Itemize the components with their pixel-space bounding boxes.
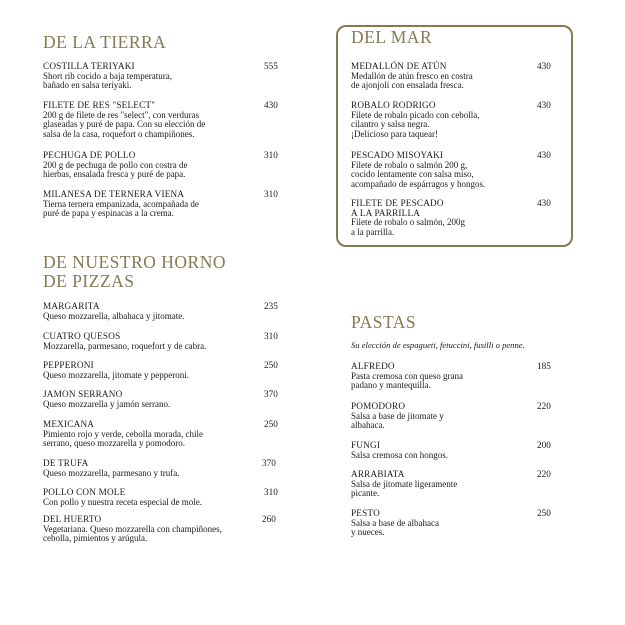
item-price: 250 [264, 360, 278, 370]
item-price: 430 [537, 150, 551, 160]
item-desc-line: padano y mantequilla. [351, 380, 431, 391]
menu-item-filete-de-pescado [351, 198, 551, 237]
item-desc-line: hierbas, ensalada fresca y puré de papa. [43, 169, 186, 180]
menu-item-pollo-con-mole [43, 487, 278, 507]
item-price: 235 [264, 301, 278, 311]
item-name: POMODORO [351, 401, 406, 411]
item-desc-line: 200 g de pechuga de pollo con costra de [43, 159, 188, 170]
item-price: 200 [537, 440, 551, 450]
menu-item-jamon-serrano [43, 389, 278, 409]
item-price: 260 [262, 514, 276, 524]
item-price: 310 [264, 150, 278, 160]
item-name: FILETE DE RES "SELECT" [43, 100, 156, 110]
menu-item-fungi [351, 440, 551, 460]
item-desc-line: Mozzarella, parmesano, roquefort y de cabra. [43, 340, 207, 351]
section-title-tierra: DE LA TIERRA [43, 32, 167, 52]
item-name: ROBALO RODRIGO [351, 100, 436, 110]
item-price: 220 [537, 469, 551, 479]
item-desc-line: bañado en salsa teriyaki. [43, 80, 132, 91]
menu-item-margarita [43, 301, 278, 321]
section-title-pastas: PASTAS [351, 312, 417, 332]
item-desc-line: Queso mozzarella, albahaca y jitomate. [43, 310, 185, 321]
item-price: 310 [264, 487, 278, 497]
item-price: 220 [537, 401, 551, 411]
item-desc-line: acompañado de espárragos y hongos. [351, 178, 486, 189]
item-name: MARGARITA [43, 301, 100, 311]
item-desc-line: Tierna ternera empanizada, acompañada de [43, 198, 199, 209]
item-desc-line: Pimiento rojo y verde, cebolla morada, chile [43, 428, 203, 439]
item-desc-line: puré de papa y espinacas a la crema. [43, 208, 174, 219]
menu-item-arrabiata [351, 469, 551, 499]
item-desc-line: y nueces. [351, 527, 385, 538]
item-desc-line: cocido lentamente con salsa miso, [351, 169, 474, 180]
item-desc-line: Salsa a base de albahaca [351, 517, 439, 528]
menu-item-mexicana [43, 419, 278, 449]
menu-item-robalo-rodrigo [351, 100, 551, 139]
item-desc-line: Filete de robalo o salmón, 200g [351, 217, 465, 228]
item-name: PESTO [351, 508, 380, 518]
item-price: 430 [537, 198, 551, 208]
item-desc-line: glaseadas y puré de papa. Con su elección de [43, 119, 206, 130]
item-desc-line: Queso mozzarella, jitomate y pepperoni. [43, 369, 189, 380]
item-price: 185 [537, 361, 551, 371]
item-price: 310 [264, 331, 278, 341]
item-price: 310 [264, 189, 278, 199]
item-name: FILETE DE PESCADO [351, 198, 444, 208]
item-name: COSTILLA TERIYAKI [43, 61, 135, 71]
item-desc-line: a la parrilla. [351, 226, 395, 237]
section-title-pizzas [43, 253, 226, 291]
item-price: 555 [264, 61, 278, 71]
item-desc-line: 200 g de filete de res "select", con verduras [43, 109, 200, 120]
item-name: MEXICANA [43, 419, 95, 429]
item-desc-line: Short rib cocido a baja temperatura, [43, 70, 172, 81]
item-desc-line: cilantro y salsa negra. [351, 119, 430, 130]
item-name: PESCADO MISOYAKI [351, 150, 444, 160]
item-price: 430 [264, 100, 278, 110]
item-name: DEL HUERTO [43, 514, 102, 524]
item-desc-line: Vegetariana. Queso mozzarella con champiñones, [43, 523, 222, 534]
item-desc-line: cebolla, pimientos y arúgula. [43, 533, 148, 544]
menu-item-costilla-teriyaki [43, 61, 278, 91]
item-desc-line: Queso mozzarella y jamón serrano. [43, 398, 171, 409]
item-desc-line: de ajonjolí con ensalada fresca. [351, 80, 464, 91]
menu-item-pechuga-de-pollo [43, 150, 278, 180]
item-desc-line: ¡Delicioso para taquear! [351, 128, 438, 139]
item-name: PECHUGA DE POLLO [43, 150, 136, 160]
item-name: PEPPERONI [43, 360, 94, 370]
item-name: DE TRUFA [43, 458, 89, 468]
item-desc-line: Salsa de jitomate ligeramente [351, 478, 458, 489]
menu-item-pesto [351, 508, 551, 538]
item-name: POLLO CON MOLE [43, 487, 126, 497]
item-price: 370 [264, 389, 278, 399]
pastas-note: Su elección de espagueti, fetuccini, fusilli o penne. [351, 340, 525, 350]
item-desc-line: Pasta cremosa con queso grana [351, 370, 463, 381]
item-name: MEDALLÓN DE ATÚN [351, 61, 447, 71]
item-desc-line: Con pollo y nuestra receta especial de mole. [43, 496, 202, 507]
item-desc-line: picante. [351, 488, 380, 499]
item-name: FUNGI [351, 440, 381, 450]
menu-item-de-trufa [43, 458, 276, 478]
menu-item-milanesa [43, 189, 278, 219]
section-title-line: DE NUESTRO HORNO [43, 252, 226, 272]
menu-item-pepperoni [43, 360, 278, 380]
menu-item-cuatro-quesos [43, 331, 278, 351]
item-desc-line: Salsa a base de jitomate y [351, 410, 444, 421]
item-name: MILANESA DE TERNERA VIENA [43, 189, 185, 199]
item-name: ALFREDO [351, 361, 395, 371]
item-name: JAMON SERRANO [43, 389, 123, 399]
item-desc-line: salsa de la casa, roquefort o champiñones. [43, 128, 195, 139]
menu-item-filete-de-res [43, 100, 278, 139]
section-title-mar: DEL MAR [351, 27, 433, 47]
menu-item-alfredo [351, 361, 551, 391]
item-desc-line: Queso mozzarella, parmesano y trufa. [43, 467, 180, 478]
item-desc-line: serrano, queso mozzarella y pomodoro. [43, 438, 185, 449]
item-name: CUATRO QUESOS [43, 331, 121, 341]
section-title-line: DE PIZZAS [43, 271, 135, 291]
menu-item-pomodoro [351, 401, 551, 431]
item-price: 370 [262, 458, 276, 468]
item-desc-line: Medallón de atún fresco en costra [351, 70, 473, 81]
item-name: A LA PARRILLA [351, 207, 421, 218]
menu-item-del-huerto [43, 514, 276, 544]
item-price: 250 [264, 419, 278, 429]
item-price: 250 [537, 508, 551, 518]
menu-item-medallon-de-atun [351, 61, 551, 91]
item-price: 430 [537, 61, 551, 71]
menu-item-pescado-misoyaki [351, 150, 551, 189]
item-desc-line: Filete de robalo o salmón 200 g, [351, 159, 468, 170]
item-desc-line: albahaca. [351, 420, 385, 431]
item-desc-line: Salsa cremosa con hongos. [351, 449, 448, 460]
item-price: 430 [537, 100, 551, 110]
item-desc-line: Filete de robalo picado con cebolla, [351, 109, 480, 120]
item-name: ARRABIATA [351, 469, 405, 479]
